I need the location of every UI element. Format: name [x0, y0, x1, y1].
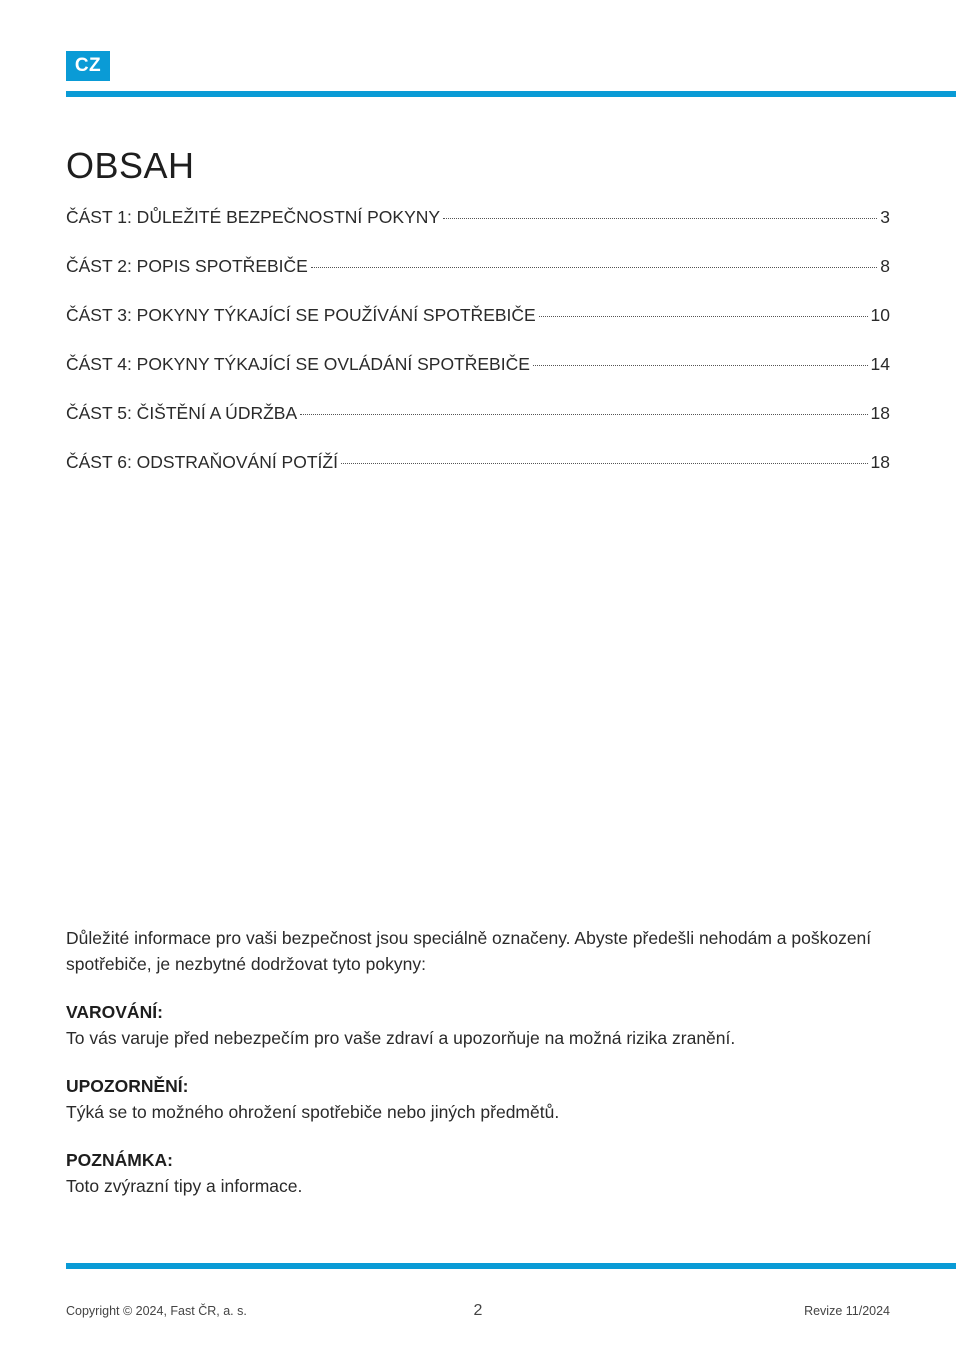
footer-rule — [66, 1263, 956, 1269]
toc-leader-dots — [539, 316, 868, 317]
copyright-text: Copyright © 2024, Fast ČR, a. s. — [66, 1304, 247, 1318]
note-block — [66, 1147, 896, 1199]
toc-entry-label: ČÁST 3: POKYNY TÝKAJÍCÍ SE POUŽÍVÁNÍ SPOTŘEBIČE — [66, 305, 536, 325]
note-text: Toto zvýrazní tipy a informace. — [66, 1176, 303, 1196]
caution-text: Týká se to možného ohrožení spotřebiče nebo jiných předmětů. — [66, 1102, 560, 1122]
toc-entry-label: ČÁST 4: POKYNY TÝKAJÍCÍ SE OVLÁDÁNÍ SPOTŘEBIČE — [66, 354, 530, 374]
note-heading: POZNÁMKA: — [66, 1150, 173, 1170]
warning-heading: VAROVÁNÍ: — [66, 1002, 163, 1022]
toc-leader-dots — [341, 463, 868, 464]
warning-text: To vás varuje před nebezpečím pro vaše zdraví a upozorňuje na možná rizika zranění. — [66, 1028, 736, 1048]
toc-entry-page: 18 — [870, 452, 890, 472]
warning-block — [66, 999, 896, 1051]
toc-entry-3[interactable] — [66, 305, 890, 354]
page-number: 2 — [473, 1302, 483, 1319]
toc-leader-dots — [533, 365, 868, 366]
safety-info-section — [66, 925, 896, 1199]
caution-block — [66, 1073, 896, 1125]
toc-leader-dots — [311, 267, 877, 268]
language-badge: CZ — [66, 51, 110, 81]
toc-entry-page: 8 — [880, 256, 890, 276]
revision-text: Revize 11/2024 — [804, 1304, 890, 1318]
toc-entry-2[interactable] — [66, 256, 890, 305]
toc-entry-label: ČÁST 1: DŮLEŽITÉ BEZPEČNOSTNÍ POKYNY — [66, 207, 441, 227]
toc-entry-page: 14 — [870, 354, 890, 374]
toc-entry-5[interactable] — [66, 403, 890, 452]
toc-entry-label: ČÁST 2: POPIS SPOTŘEBIČE — [66, 256, 308, 276]
header-rule — [66, 91, 956, 97]
caution-heading: UPOZORNĚNÍ: — [66, 1076, 189, 1096]
toc-entry-6[interactable] — [66, 452, 890, 501]
toc-entry-page: 10 — [870, 305, 890, 325]
toc-leader-dots — [443, 218, 877, 219]
page-footer — [66, 1302, 890, 1324]
toc-entry-page: 3 — [880, 207, 890, 227]
toc-leader-dots — [300, 414, 867, 415]
toc-entry-page: 18 — [870, 403, 890, 423]
toc-entry-4[interactable] — [66, 354, 890, 403]
safety-intro-text: Důležité informace pro vaši bezpečnost jsou speciálně označeny. Abyste předešli nehodám a poškození spotřebiče, je nezbytné dodržovat tyto pokyny: — [66, 928, 872, 974]
page-title: OBSAH — [66, 145, 195, 186]
table-of-contents — [66, 207, 890, 501]
toc-entry-1[interactable] — [66, 207, 890, 256]
toc-entry-label: ČÁST 5: ČIŠTĚNÍ A ÚDRŽBA — [66, 403, 298, 423]
toc-entry-label: ČÁST 6: ODSTRAŇOVÁNÍ POTÍŽÍ — [66, 452, 338, 472]
